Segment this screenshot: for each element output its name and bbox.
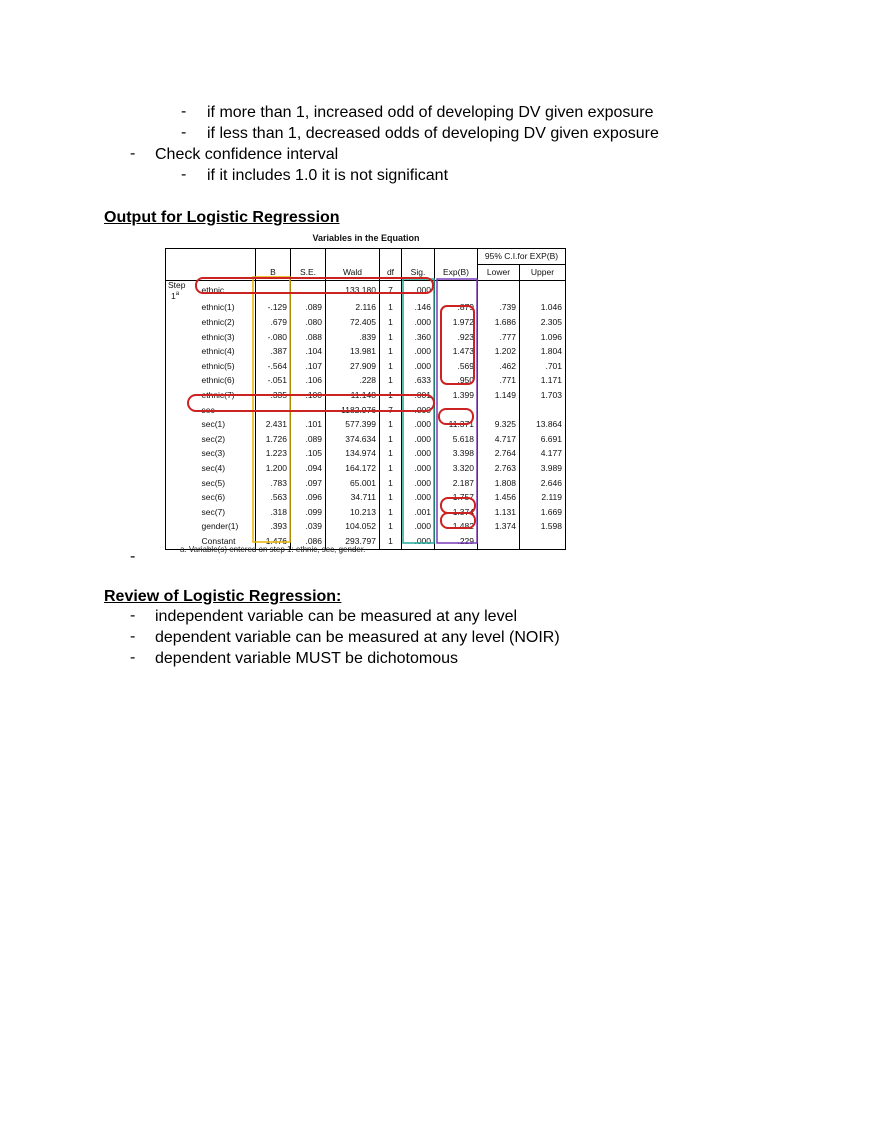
cell-sig: .000 [402, 315, 435, 330]
cell-df: 1 [380, 534, 402, 549]
table-row [166, 476, 566, 491]
cell-se: .088 [291, 330, 326, 345]
cell-upper: 1.804 [520, 344, 566, 359]
row-label: ethnic(3) [201, 331, 235, 342]
cell-b: -1.476 [256, 534, 291, 549]
cell-b: 1.200 [256, 461, 291, 476]
bullet-dash: - [130, 649, 136, 666]
cell-b: .318 [256, 505, 291, 520]
cell-wald: 13.981 [326, 344, 380, 359]
cell-wald: 2.116 [326, 300, 380, 315]
cell-se: .039 [291, 519, 326, 534]
cell-expb: 11.371 [435, 417, 478, 432]
cell-wald: 65.001 [326, 476, 380, 491]
table-row [166, 432, 566, 447]
table-row [166, 461, 566, 476]
table-body [166, 280, 566, 549]
cell-expb: 1.473 [435, 344, 478, 359]
col-header: Wald [326, 264, 380, 280]
cell-df: 1 [380, 519, 402, 534]
col-header: B [256, 264, 291, 280]
cell-wald: .228 [326, 373, 380, 388]
col-header: Exp(B) [435, 264, 478, 280]
bullet-text: if more than 1, increased odd of developing DV given exposure [207, 104, 654, 121]
cell-sig: .633 [402, 373, 435, 388]
cell-b: -.051 [256, 373, 291, 388]
col-header: S.E. [291, 264, 326, 280]
bullet-text: Check confidence interval [155, 146, 339, 163]
header-row-ci [166, 249, 566, 265]
bullet-text: independent variable can be measured at any level [155, 608, 518, 625]
cell-expb: .879 [435, 300, 478, 315]
cell-expb: .923 [435, 330, 478, 345]
row-label: sec(4) [201, 463, 226, 473]
cell-expb [435, 280, 478, 300]
cell-se: .100 [291, 388, 326, 403]
table-row [166, 330, 566, 345]
cell-sig: .146 [402, 300, 435, 315]
cell-b: 1.223 [256, 446, 291, 461]
cell-upper [520, 403, 566, 418]
cell-df: 1 [380, 432, 402, 447]
cell-se: .097 [291, 476, 326, 491]
cell-b: .679 [256, 315, 291, 330]
cell-lower: 1.686 [478, 315, 520, 330]
cell-df: 1 [380, 476, 402, 491]
cell-expb: .569 [435, 359, 478, 374]
cell-upper: 1.171 [520, 373, 566, 388]
variables-table [165, 248, 566, 550]
cell-se: .094 [291, 461, 326, 476]
cell-se: .099 [291, 505, 326, 520]
cell-upper: 1.046 [520, 300, 566, 315]
cell-se: .104 [291, 344, 326, 359]
table-row [166, 505, 566, 520]
cell-b: .387 [256, 344, 291, 359]
row-label: ethnic(2) [201, 317, 235, 328]
heading-review: Review of Logistic Regression: [104, 588, 342, 605]
cell-expb: .229 [435, 534, 478, 549]
cell-df: 7 [380, 280, 402, 300]
row-label: Constant [201, 535, 236, 546]
cell-df: 1 [380, 344, 402, 359]
cell-b: .335 [256, 388, 291, 403]
table-row [166, 417, 566, 432]
cell-se: .101 [291, 417, 326, 432]
cell-expb: 3.398 [435, 446, 478, 461]
table-row [166, 519, 566, 534]
cell-upper: 1.598 [520, 519, 566, 534]
cell-df: 1 [380, 461, 402, 476]
cell-b: .783 [256, 476, 291, 491]
cell-df: 1 [380, 446, 402, 461]
table-row [166, 446, 566, 461]
cell-expb: 1.399 [435, 388, 478, 403]
spss-output-table [165, 232, 567, 562]
cell-wald: 164.172 [326, 461, 380, 476]
row-label: sec(5) [201, 477, 226, 488]
cell-wald: 72.405 [326, 315, 380, 330]
cell-wald: 133.180 [326, 280, 380, 300]
cell-lower: 1.808 [478, 476, 520, 491]
cell-expb: 5.618 [435, 432, 478, 447]
cell-upper: .701 [520, 359, 566, 374]
cell-sig: .000 [402, 417, 435, 432]
cell-b: .393 [256, 519, 291, 534]
cell-lower: 1.149 [478, 388, 520, 403]
cell-sig: .000 [402, 344, 435, 359]
lone-dash: - [130, 548, 136, 565]
row-label: gender(1) [201, 521, 239, 532]
cell-upper: 2.119 [520, 490, 566, 505]
table-row [166, 388, 566, 403]
cell-expb: 1.482 [435, 519, 478, 534]
bullet-text: dependent variable can be measured at any level (NOIR) [155, 629, 560, 646]
cell-expb: 3.320 [435, 461, 478, 476]
cell-wald: 293.797 [326, 534, 380, 549]
cell-wald: 134.974 [326, 446, 380, 461]
cell-df: 1 [380, 417, 402, 432]
cell-lower [478, 403, 520, 418]
cell-expb: 1.757 [435, 490, 478, 505]
cell-upper [520, 280, 566, 300]
cell-se: .105 [291, 446, 326, 461]
row-label: ethnic(6) [201, 375, 235, 386]
cell-se: .106 [291, 373, 326, 388]
cell-upper [520, 534, 566, 549]
cell-wald: 27.909 [326, 359, 380, 374]
table-title: Variables in the Equation [312, 233, 420, 243]
table-row [166, 403, 566, 418]
cell-df: 7 [380, 403, 402, 418]
bullet-dash: - [130, 628, 136, 645]
cell-upper: 13.864 [520, 417, 566, 432]
cell-sig: .000 [402, 359, 435, 374]
table-row [166, 300, 566, 315]
step-label-text: Step [168, 279, 186, 290]
bullet-dash: - [181, 103, 187, 120]
table-row [166, 315, 566, 330]
cell-se: .089 [291, 432, 326, 447]
row-label: ethnic(5) [201, 360, 235, 371]
cell-lower: 2.764 [478, 446, 520, 461]
cell-upper: 3.989 [520, 461, 566, 476]
cell-b [256, 403, 291, 418]
cell-lower [478, 534, 520, 549]
cell-se: .107 [291, 359, 326, 374]
cell-expb: 1.972 [435, 315, 478, 330]
cell-lower: 1.374 [478, 519, 520, 534]
cell-upper: 2.305 [520, 315, 566, 330]
cell-b: -.564 [256, 359, 291, 374]
cell-expb: 1.374 [435, 505, 478, 520]
row-label: ethnic [201, 285, 225, 296]
table-row [166, 280, 566, 300]
cell-df: 1 [380, 505, 402, 520]
heading-output: Output for Logistic Regression [104, 209, 340, 226]
cell-sig: .000 [402, 446, 435, 461]
bullet-dash: - [181, 166, 187, 183]
row-label: sec(7) [201, 506, 226, 517]
cell-b: -.129 [256, 300, 291, 315]
cell-upper: 1.703 [520, 388, 566, 403]
cell-wald: 10.213 [326, 505, 380, 520]
cell-lower [478, 280, 520, 300]
cell-sig: .000 [402, 461, 435, 476]
col-header: Sig. [402, 264, 435, 280]
cell-lower: 2.763 [478, 461, 520, 476]
cell-upper: 4.177 [520, 446, 566, 461]
cell-df: 1 [380, 300, 402, 315]
step-superscript: a [175, 290, 180, 297]
cell-sig: .000 [402, 432, 435, 447]
col-header: df [380, 264, 402, 280]
cell-df: 1 [380, 373, 402, 388]
cell-wald: .839 [326, 330, 380, 345]
step-number: 1 [171, 290, 176, 301]
cell-upper: 6.691 [520, 432, 566, 447]
cell-wald: 374.634 [326, 432, 380, 447]
bullet-dash: - [181, 124, 187, 141]
cell-b: -.080 [256, 330, 291, 345]
bullet-text: dependent variable MUST be dichotomous [155, 650, 458, 667]
cell-b [256, 280, 291, 300]
cell-se [291, 280, 326, 300]
row-label: sec(3) [201, 448, 226, 459]
cell-lower: 1.456 [478, 490, 520, 505]
cell-lower: 4.717 [478, 432, 520, 447]
cell-df: 1 [380, 388, 402, 403]
cell-sig: .000 [402, 519, 435, 534]
cell-sig: .001 [402, 388, 435, 403]
bullet-text: if less than 1, decreased odds of developing DV given exposure [207, 125, 659, 142]
row-label: ethnic(7) [201, 390, 235, 401]
cell-lower: .777 [478, 330, 520, 345]
cell-df: 1 [380, 330, 402, 345]
col-header: Lower [478, 264, 520, 280]
cell-sig: .360 [402, 330, 435, 345]
bullet-dash: - [130, 145, 136, 162]
cell-lower: 9.325 [478, 417, 520, 432]
cell-sig: .000 [402, 280, 435, 300]
cell-upper: 2.646 [520, 476, 566, 491]
cell-se [291, 403, 326, 418]
cell-b: .563 [256, 490, 291, 505]
cell-sig: .000 [402, 403, 435, 418]
cell-wald: 1182.976 [326, 403, 380, 418]
cell-expb: .950 [435, 373, 478, 388]
ci-header: 95% C.I.for EXP(B) [478, 249, 566, 265]
cell-upper: 1.096 [520, 330, 566, 345]
cell-lower: .771 [478, 373, 520, 388]
cell-se: .089 [291, 300, 326, 315]
row-label: ethnic(1) [201, 302, 235, 313]
cell-expb: 2.187 [435, 476, 478, 491]
table-row [166, 344, 566, 359]
row-label: ethnic(4) [201, 346, 235, 357]
cell-df: 1 [380, 490, 402, 505]
cell-se: .086 [291, 534, 326, 549]
cell-wald: 104.052 [326, 519, 380, 534]
table-row [166, 359, 566, 374]
cell-df: 1 [380, 315, 402, 330]
cell-wald: 34.711 [326, 490, 380, 505]
cell-lower: 1.202 [478, 344, 520, 359]
cell-sig: .000 [402, 476, 435, 491]
cell-expb [435, 403, 478, 418]
cell-wald: 577.399 [326, 417, 380, 432]
cell-b: 2.431 [256, 417, 291, 432]
cell-lower: 1.131 [478, 505, 520, 520]
cell-upper: 1.669 [520, 505, 566, 520]
cell-wald: 11.148 [326, 388, 380, 403]
row-label: sec(2) [201, 433, 226, 444]
row-label: sec [201, 404, 215, 415]
row-label: sec(1) [201, 419, 226, 430]
cell-sig: .000 [402, 490, 435, 505]
cell-lower: .739 [478, 300, 520, 315]
cell-sig: .000 [402, 534, 435, 549]
header-row [166, 264, 566, 280]
cell-lower: .462 [478, 359, 520, 374]
bullet-text: if it includes 1.0 it is not significant [207, 167, 449, 184]
row-label: sec(6) [201, 492, 226, 503]
cell-sig: .001 [402, 505, 435, 520]
col-header: Upper [520, 264, 566, 280]
bullet-dash: - [130, 607, 136, 624]
table-footnote: a. Variable(s) entered on step 1: ethnic, sec, gender. [180, 545, 366, 554]
step-label [166, 280, 199, 300]
cell-b: 1.726 [256, 432, 291, 447]
cell-se: .096 [291, 490, 326, 505]
table-row [166, 373, 566, 388]
cell-df: 1 [380, 359, 402, 374]
table-row [166, 490, 566, 505]
cell-se: .080 [291, 315, 326, 330]
